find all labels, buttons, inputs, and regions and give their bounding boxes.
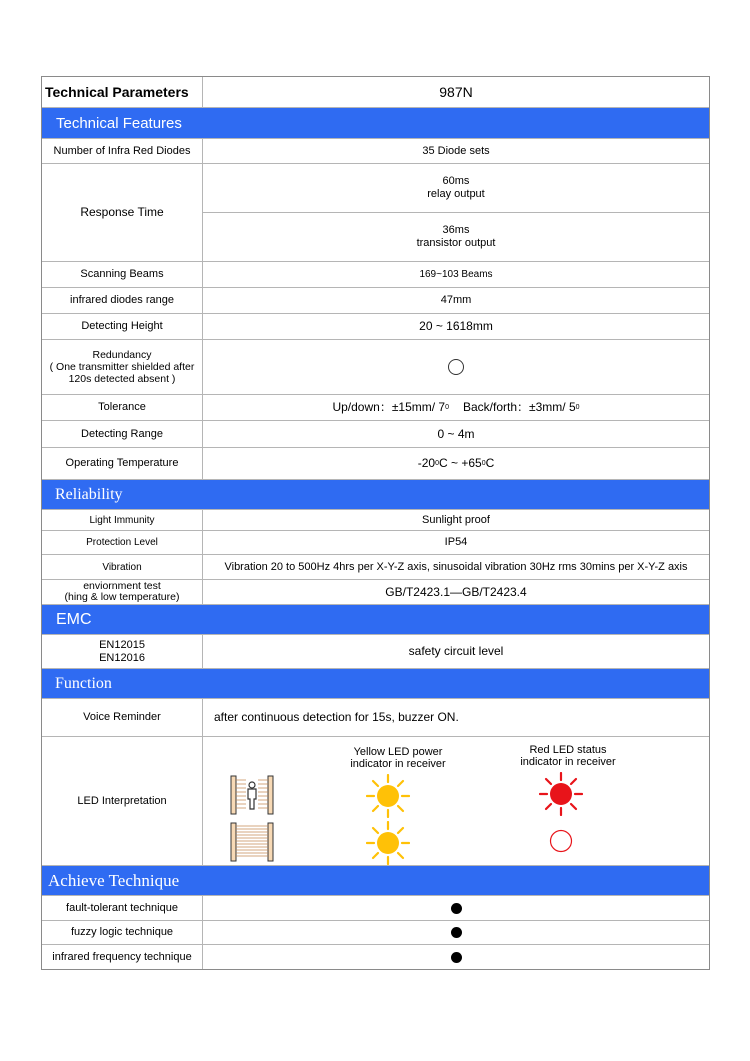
beams-value: 169~103 Beams: [419, 269, 493, 280]
response-values: [203, 164, 709, 261]
vibration-value: Vibration 20 to 500Hz 4hrs per X-Y-Z axis, sinusoidal vibration 30Hz rms 30mins per X-Y-Z axis: [224, 560, 688, 573]
header-row: [42, 77, 709, 108]
row-tolerance: [42, 395, 709, 421]
row-diode-range: [42, 288, 709, 314]
row-response-time: [42, 164, 709, 262]
emc-label: [42, 635, 203, 668]
temp-low: -20: [417, 456, 436, 470]
voice-label: Voice Reminder: [42, 699, 203, 736]
yellow-caption-line-2: indicator in receiver: [350, 758, 446, 770]
red-caption-line-2: indicator in receiver: [520, 756, 616, 768]
red-led-off-icon: [549, 829, 573, 853]
light-value: Sunlight proof: [422, 513, 490, 526]
protection-label: Protection Level: [42, 531, 203, 554]
yellow-caption-line-1: Yellow LED power: [353, 746, 443, 758]
row-fuzzy-logic: [42, 921, 709, 945]
section-emc: EMC: [42, 605, 709, 635]
filled-dot-icon: [451, 903, 462, 914]
transistor-text: transistor output: [416, 237, 496, 249]
section-reliability: Reliability: [42, 480, 709, 510]
voice-value: after continuous detection for 15s, buzzer ON.: [214, 710, 459, 724]
fault-value: [203, 896, 709, 920]
red-led-on-icon: [539, 772, 583, 816]
red-caption-line-1: Red LED status: [529, 744, 607, 756]
open-circle-icon: [448, 359, 464, 375]
row-diodes: [42, 139, 709, 164]
beams-label: Scanning Beams: [42, 262, 203, 287]
relay-time: 60ms: [442, 175, 470, 187]
yellow-led-caption: [323, 746, 473, 770]
row-led-interpretation: [42, 737, 709, 866]
section-technical-features: Technical Features: [42, 108, 709, 139]
diodes-value: 35 Diode sets: [422, 144, 490, 157]
temp-mid: C ~ +65: [438, 456, 482, 470]
header-label: Technical Parameters: [42, 77, 203, 107]
infrared-value: [203, 945, 709, 969]
env-value: GB/T2423.1—GB/T2423.4: [385, 584, 527, 599]
emc-standard-1: EN12015: [99, 638, 145, 651]
row-detecting-range: [42, 421, 709, 448]
temperature-label: Operating Temperature: [42, 448, 203, 479]
height-label: Detecting Height: [42, 314, 203, 339]
detect-range-label: Detecting Range: [42, 421, 203, 447]
emc-standard-2: EN12016: [99, 651, 145, 664]
led-label: LED Interpretation: [42, 737, 203, 865]
tolerance-label: Tolerance: [42, 395, 203, 420]
fuzzy-value: [203, 921, 709, 944]
tolerance-back: Back/forth：±3mm/ 5: [463, 400, 576, 414]
row-fault-tolerant: [42, 896, 709, 921]
relay-text: relay output: [427, 188, 485, 200]
infrared-label: infrared frequency technique: [42, 945, 203, 969]
section-function: Function: [42, 669, 709, 699]
redundancy-label: [42, 340, 203, 394]
range-label: infrared diodes range: [42, 288, 203, 313]
transistor-output-cell: [203, 213, 709, 261]
temp-unit: C: [485, 456, 495, 470]
spec-sheet: [41, 76, 710, 970]
redundancy-title: Redundancy: [92, 349, 152, 361]
row-infrared-frequency: [42, 945, 709, 969]
tolerance-value: Up/down：±15mm/ 7 0 Back/forth：±3mm/ 5 0: [332, 400, 580, 414]
light-curtain-clear-icon: [230, 822, 274, 862]
filled-dot-icon: [451, 952, 462, 963]
detect-range-value: 0 ~ 4m: [437, 426, 475, 441]
row-vibration: [42, 555, 709, 580]
redundancy-note-1: ( One transmitter shielded after: [49, 361, 195, 373]
row-protection-level: [42, 531, 709, 555]
relay-output-cell: [203, 164, 709, 213]
fault-label: fault-tolerant technique: [42, 896, 203, 920]
response-label: Response Time: [42, 164, 203, 261]
filled-dot-icon: [451, 927, 462, 938]
row-redundancy: [42, 340, 709, 395]
red-led-caption: [493, 744, 643, 768]
model-number: 987N: [439, 83, 473, 100]
env-title: enviornment test: [83, 580, 161, 592]
row-environment-test: [42, 580, 709, 605]
light-curtain-blocked-icon: [230, 775, 274, 815]
led-diagram: [203, 737, 709, 865]
emc-value: safety circuit level: [408, 644, 504, 658]
diodes-label: Number of Infra Red Diodes: [42, 139, 203, 163]
row-emc-standards: [42, 635, 709, 669]
row-detecting-height: [42, 314, 709, 340]
vibration-label: Vibration: [42, 555, 203, 579]
redundancy-value: [203, 340, 709, 394]
env-subtitle: (hing & low temperature): [64, 591, 180, 603]
env-label: [42, 580, 203, 604]
yellow-led-on-icon: [366, 774, 410, 818]
tolerance-up: Up/down：±15mm/ 7: [332, 400, 446, 414]
transistor-time: 36ms: [442, 224, 470, 236]
row-voice-reminder: [42, 699, 709, 737]
redundancy-note-2: 120s detected absent ): [68, 373, 176, 385]
row-scanning-beams: [42, 262, 709, 288]
range-value: 47mm: [440, 294, 472, 306]
section-achieve-technique: Achieve Technique: [42, 866, 709, 896]
temperature-value: -20 0 C ~ +65 0 C: [417, 456, 495, 470]
row-light-immunity: [42, 510, 709, 531]
light-label: Light Immunity: [42, 510, 203, 530]
fuzzy-label: fuzzy logic technique: [42, 921, 203, 944]
row-operating-temperature: [42, 448, 709, 480]
height-value: 20 ~ 1618mm: [419, 319, 493, 333]
protection-value: IP54: [444, 536, 468, 548]
yellow-led-on-icon-2: [366, 821, 410, 865]
